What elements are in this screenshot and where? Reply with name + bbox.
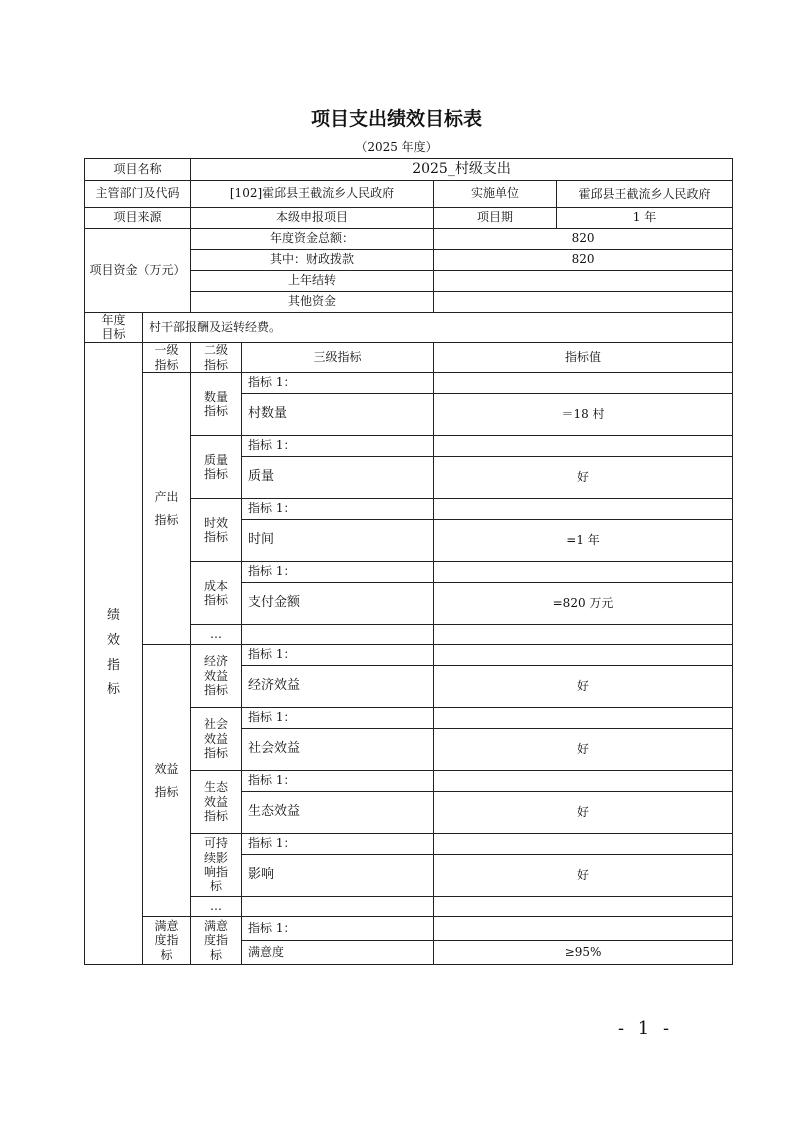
impact-name: 影响 bbox=[242, 855, 434, 897]
timeliness-indicator-label: 时效指标 bbox=[191, 499, 242, 562]
time-value: =1 年 bbox=[434, 520, 733, 562]
header-level3: 三级指标 bbox=[242, 343, 434, 373]
table-row bbox=[85, 181, 733, 208]
perf-label: 绩效指标 bbox=[85, 343, 143, 965]
indicator-prefix: 指标 1： bbox=[242, 436, 434, 457]
satisfaction-name: 满意度 bbox=[242, 941, 434, 965]
time-name: 时间 bbox=[242, 520, 434, 562]
table-row bbox=[85, 373, 733, 394]
indicator-prefix: 指标 1： bbox=[242, 499, 434, 520]
quality-name: 质量 bbox=[242, 457, 434, 499]
ellipsis: … bbox=[191, 625, 242, 645]
economic-benefit-value: 好 bbox=[434, 666, 733, 708]
output-label: 产出指标 bbox=[143, 373, 191, 645]
table-row bbox=[85, 645, 733, 666]
impact-value: 好 bbox=[434, 855, 733, 897]
impl-unit-label: 实施单位 bbox=[434, 181, 557, 208]
performance-table bbox=[84, 158, 732, 965]
payment-amount-name: 支付金额 bbox=[242, 583, 434, 625]
header-value: 指标值 bbox=[434, 343, 733, 373]
social-benefit-value: 好 bbox=[434, 729, 733, 771]
goal-label: 年度目标 bbox=[85, 313, 143, 343]
payment-amount-value: =820 万元 bbox=[434, 583, 733, 625]
table-row bbox=[85, 208, 733, 229]
economic-benefit-name: 经济效益 bbox=[242, 666, 434, 708]
indicator-prefix: 指标 1： bbox=[242, 645, 434, 666]
indicator-prefix: 指标 1： bbox=[242, 917, 434, 941]
funds-total-value: 820 bbox=[434, 229, 733, 250]
satisfaction-label: 满意度指标 bbox=[143, 917, 191, 965]
project-name-value: 2025_村级支出 bbox=[191, 159, 733, 181]
benefit-label: 效益指标 bbox=[143, 645, 191, 917]
ellipsis: … bbox=[191, 897, 242, 917]
indicator-prefix: 指标 1： bbox=[242, 834, 434, 855]
social-indicator-label: 社会效益指标 bbox=[191, 708, 242, 771]
source-value: 本级申报项目 bbox=[191, 208, 434, 229]
source-label: 项目来源 bbox=[85, 208, 191, 229]
page-title: 项目支出绩效目标表 bbox=[310, 108, 482, 130]
funds-fiscal-value: 820 bbox=[434, 250, 733, 271]
header-level2: 二级指标 bbox=[191, 343, 242, 373]
indicator-prefix: 指标 1： bbox=[242, 771, 434, 792]
page-number: - 1 - bbox=[618, 1018, 674, 1039]
indicator-prefix: 指标 1： bbox=[242, 373, 434, 394]
funds-other-value bbox=[434, 292, 733, 313]
table-row bbox=[85, 917, 733, 941]
funds-total-label: 年度资金总额： bbox=[191, 229, 434, 250]
funds-fiscal-label: 其中：财政拨款 bbox=[191, 250, 434, 271]
table-row bbox=[85, 159, 733, 181]
header-level1: 一级指标 bbox=[143, 343, 191, 373]
ecological-benefit-name: 生态效益 bbox=[242, 792, 434, 834]
dept-label: 主管部门及代码 bbox=[85, 181, 191, 208]
economic-indicator-label: 经济效益指标 bbox=[191, 645, 242, 708]
funds-label: 项目资金（万元） bbox=[85, 229, 191, 313]
satisfaction-value: ≥95% bbox=[434, 941, 733, 965]
funds-carryover-label: 上年结转 bbox=[191, 271, 434, 292]
table-row bbox=[85, 229, 733, 250]
social-benefit-name: 社会效益 bbox=[242, 729, 434, 771]
table-row bbox=[85, 343, 733, 373]
funds-carryover-value bbox=[434, 271, 733, 292]
ecological-benefit-value: 好 bbox=[434, 792, 733, 834]
indicator-prefix: 指标 1： bbox=[242, 562, 434, 583]
indicator-prefix: 指标 1： bbox=[242, 708, 434, 729]
satisfaction-indicator-label: 满意度指标 bbox=[191, 917, 242, 965]
goal-value: 村干部报酬及运转经费。 bbox=[143, 313, 733, 343]
village-count-value: ＝18 村 bbox=[434, 394, 733, 436]
village-count-name: 村数量 bbox=[242, 394, 434, 436]
quantity-indicator-label: 数量指标 bbox=[191, 373, 242, 436]
page-subtitle: （2025 年度） bbox=[355, 140, 438, 154]
impl-unit-value: 霍邱县王截流乡人民政府 bbox=[557, 181, 733, 208]
funds-other-label: 其他资金 bbox=[191, 292, 434, 313]
project-name-label: 项目名称 bbox=[85, 159, 191, 181]
quality-value: 好 bbox=[434, 457, 733, 499]
period-label: 项目期 bbox=[434, 208, 557, 229]
period-value: 1 年 bbox=[557, 208, 733, 229]
sustainability-indicator-label: 可持续影响指标 bbox=[191, 834, 242, 897]
table-row bbox=[85, 313, 733, 343]
dept-value: [102]霍邱县王截流乡人民政府 bbox=[191, 181, 434, 208]
cost-indicator-label: 成本指标 bbox=[191, 562, 242, 625]
ecological-indicator-label: 生态效益指标 bbox=[191, 771, 242, 834]
quality-indicator-label: 质量指标 bbox=[191, 436, 242, 499]
